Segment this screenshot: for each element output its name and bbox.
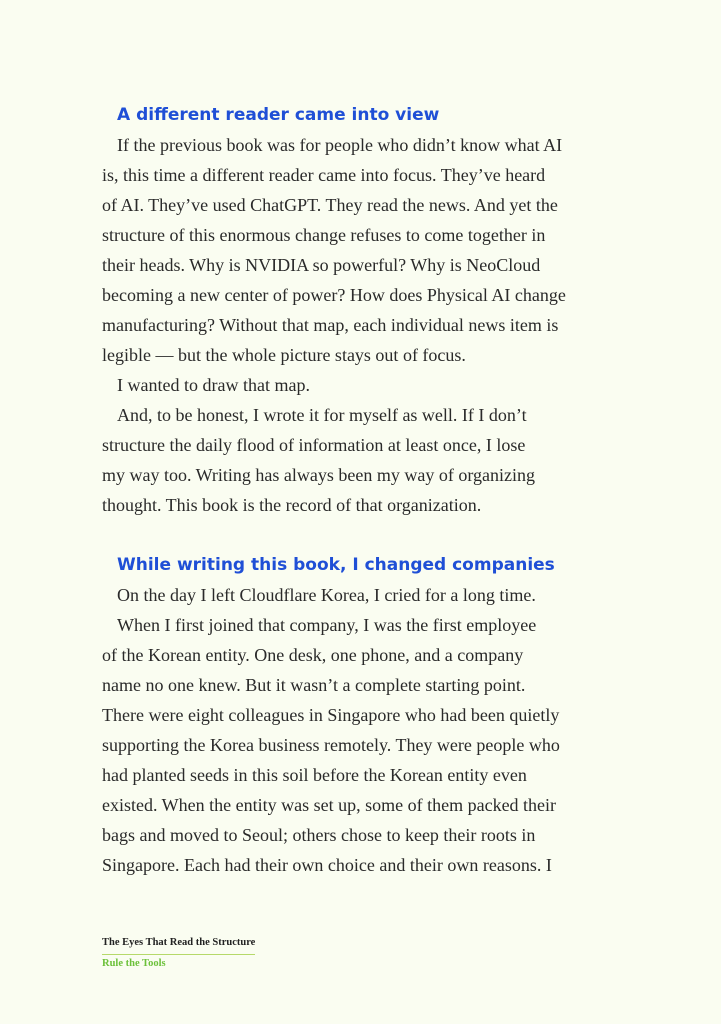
section-heading-changed-companies: While writing this book, I changed companies bbox=[117, 555, 555, 575]
paragraph-line: And, to be honest, I wrote it for myself as well. If I don’t bbox=[117, 405, 527, 425]
paragraph-line: becoming a new center of power? How does Physical AI change bbox=[102, 285, 566, 305]
section-body-different-reader bbox=[102, 130, 602, 520]
paragraph-line: On the day I left Cloudflare Korea, I cried for a long time. bbox=[117, 585, 536, 605]
paragraph-line: of AI. They’ve used ChatGPT. They read the news. And yet the bbox=[102, 195, 558, 215]
paragraph-line: thought. This book is the record of that organization. bbox=[102, 495, 482, 515]
page-body bbox=[102, 100, 602, 880]
paragraph-line: If the previous book was for people who didn’t know what AI bbox=[117, 135, 563, 155]
paragraph-line: Singapore. Each had their own choice and their own reasons. I bbox=[102, 855, 552, 875]
paragraph-line: their heads. Why is NVIDIA so powerful? Why is NeoCloud bbox=[102, 255, 541, 275]
footer-book-title: The Eyes That Read the Structure bbox=[102, 935, 255, 955]
section-body-changed-companies bbox=[102, 580, 602, 880]
paragraph-line: is, this time a different reader came into focus. They’ve heard bbox=[102, 165, 546, 185]
paragraph-line: supporting the Korea business remotely. They were people who bbox=[102, 735, 560, 755]
page-footer bbox=[102, 932, 255, 972]
footer-book-subtitle: Rule the Tools bbox=[102, 958, 166, 969]
paragraph-line: my way too. Writing has always been my way of organizing bbox=[102, 465, 536, 485]
paragraph-line: I wanted to draw that map. bbox=[117, 375, 310, 395]
paragraph-line: bags and moved to Seoul; others chose to keep their roots in bbox=[102, 825, 536, 845]
paragraph-line: legible — but the whole picture stays out of focus. bbox=[102, 345, 466, 365]
paragraph-line: There were eight colleagues in Singapore who had been quietly bbox=[102, 705, 560, 725]
paragraph-line: When I first joined that company, I was the first employee bbox=[117, 615, 537, 635]
paragraph-line: name no one knew. But it wasn’t a complete starting point. bbox=[102, 675, 526, 695]
paragraph-line: structure the daily flood of information at least once, I lose bbox=[102, 435, 526, 455]
paragraph-line: existed. When the entity was set up, some of them packed their bbox=[102, 795, 557, 815]
section-heading-different-reader: A different reader came into view bbox=[117, 105, 440, 125]
paragraph-line: structure of this enormous change refuses to come together in bbox=[102, 225, 546, 245]
paragraph-line: of the Korean entity. One desk, one phone, and a company bbox=[102, 645, 524, 665]
paragraph-line: had planted seeds in this soil before the Korean entity even bbox=[102, 765, 527, 785]
paragraph-line: manufacturing? Without that map, each individual news item is bbox=[102, 315, 559, 335]
